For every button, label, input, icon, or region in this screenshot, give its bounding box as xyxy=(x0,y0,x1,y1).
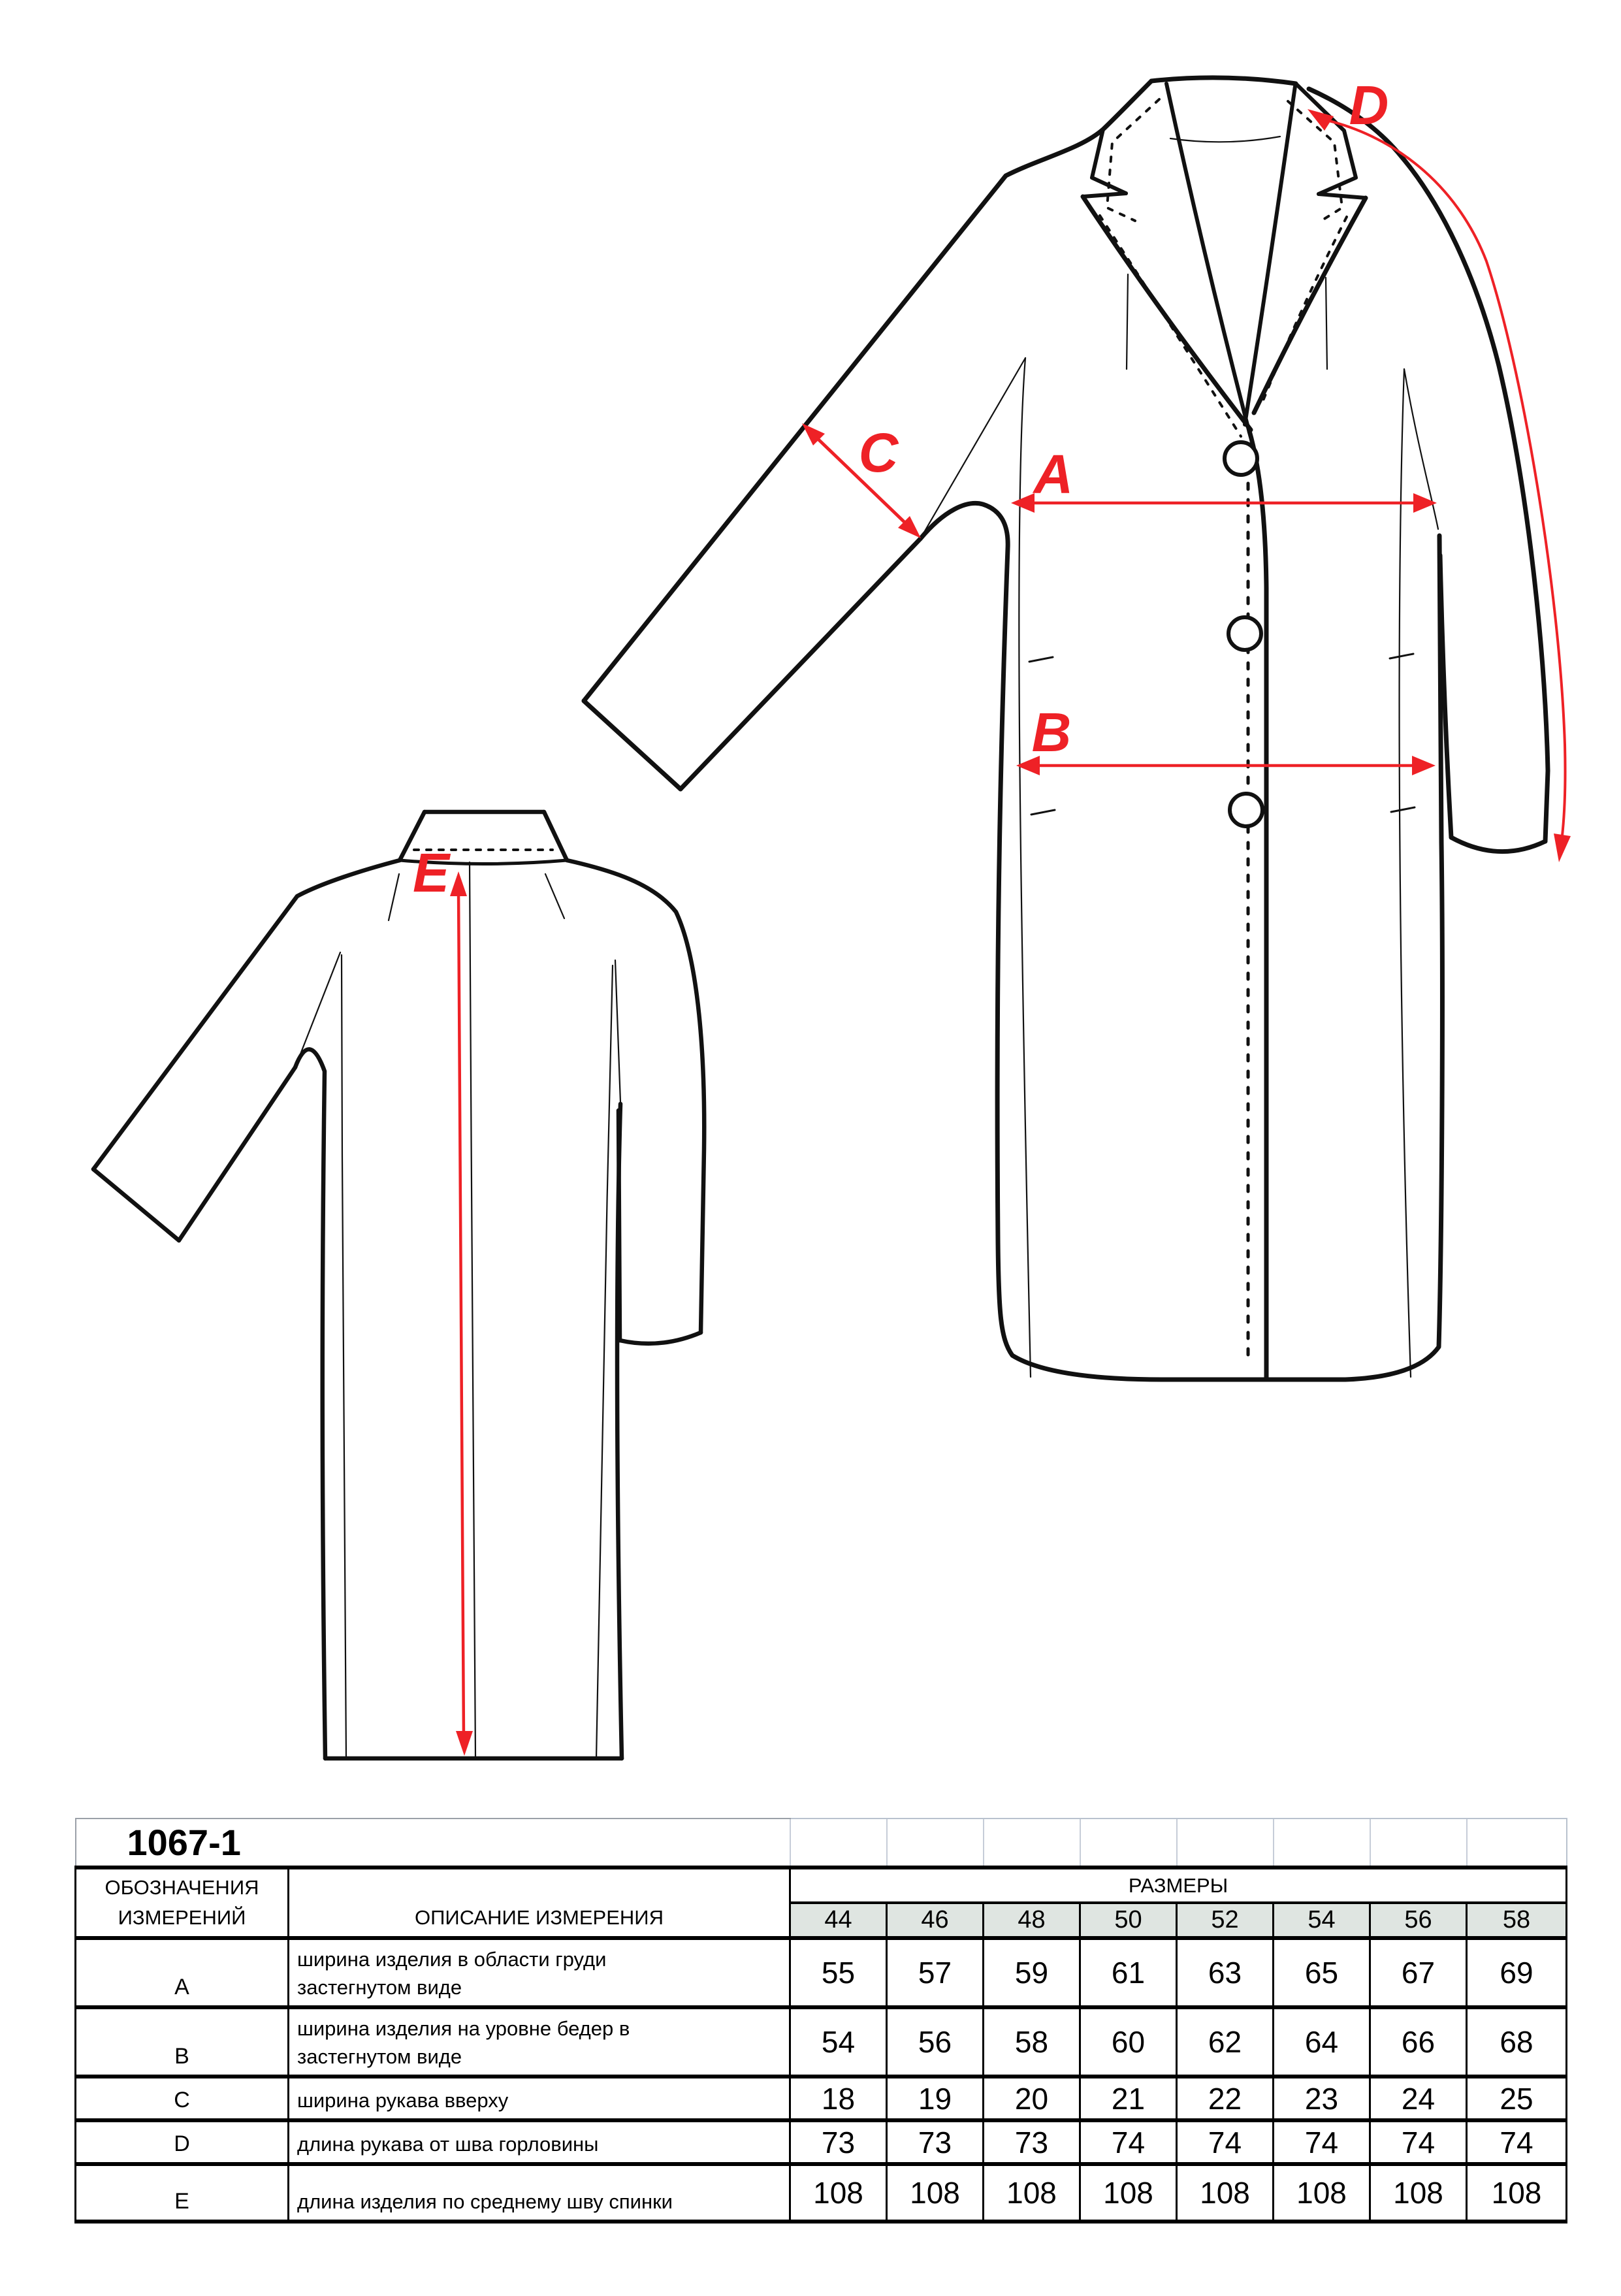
back-neck-dart-right xyxy=(545,874,564,918)
table-row-E: E длина изделия по среднему шву спинки 108 108 108 108 108 108 108 108 xyxy=(76,2164,1567,2222)
front-lapel-right-edge xyxy=(1254,198,1366,413)
row-description xyxy=(289,1938,790,2007)
row-letter: A xyxy=(76,1938,289,2007)
description-line: застегнутом виде xyxy=(297,2045,462,2068)
arrowhead-E-bottom xyxy=(456,1731,473,1756)
measure-line-E xyxy=(458,888,464,1739)
front-lapel-left-top xyxy=(1083,193,1126,197)
size-col-46: 46 xyxy=(887,1903,984,1938)
stitch-lapel-left xyxy=(1100,216,1241,436)
value-cell: 55 xyxy=(790,1938,887,2007)
arrowhead-D-top xyxy=(1308,109,1334,131)
table-row-D: D длина рукава от шва горловины 73 73 73 74 74 74 74 74 xyxy=(76,2120,1567,2164)
row-description xyxy=(289,2007,790,2077)
size-table xyxy=(74,1818,1566,2223)
back-princess-seam-right xyxy=(596,965,613,1758)
back-right-shoulder-sleeve xyxy=(567,860,704,1333)
description-line: длина рукава от шва горловины xyxy=(297,2133,599,2156)
label-C: C xyxy=(858,422,899,483)
size-col-52: 52 xyxy=(1177,1903,1274,1938)
back-left-shoulder-sleeve xyxy=(93,860,400,1169)
front-armhole-seam-left xyxy=(920,358,1025,539)
row-letter: E xyxy=(76,2164,289,2222)
front-back-neck-seam xyxy=(1170,137,1280,142)
description-line: ширина рукава вверху xyxy=(297,2089,509,2112)
back-armhole-seam-left xyxy=(295,952,340,1067)
label-B: B xyxy=(1031,702,1072,763)
measurement-table xyxy=(74,1818,1567,2223)
label-E: E xyxy=(412,842,450,903)
back-princess-seam-left xyxy=(342,955,346,1758)
back-neck-dart-left xyxy=(389,874,399,920)
sizes-header: РАЗМЕРЫ xyxy=(790,1868,1567,1903)
arrowhead-D-bottom xyxy=(1554,833,1571,862)
back-view-coat xyxy=(93,812,704,1758)
size-col-58: 58 xyxy=(1467,1903,1567,1938)
back-left-cuff xyxy=(93,1169,179,1240)
row-letter: D xyxy=(76,2120,289,2164)
back-collar-right xyxy=(544,812,567,860)
front-body-outline xyxy=(920,503,1442,1380)
front-left-cuff xyxy=(584,701,681,789)
measurement-labels xyxy=(413,74,1388,903)
size-col-44: 44 xyxy=(790,1903,887,1938)
front-right-sleeve-outer xyxy=(1309,89,1548,841)
header-row xyxy=(76,1868,1567,1903)
front-right-cuff xyxy=(1451,837,1545,852)
front-neck-dart-right xyxy=(1326,278,1327,369)
designations-header-line1: ОБОЗНАЧЕНИЯ xyxy=(104,1876,259,1900)
pocket-tick-left-lower xyxy=(1031,810,1055,815)
pocket-tick-left-upper xyxy=(1029,657,1053,662)
back-left-sleeve-underside xyxy=(179,1067,295,1240)
description-line: длина изделия по среднему шву спинки xyxy=(297,2190,673,2213)
table-row-C: C ширина рукава вверху 18 19 20 21 22 23 24 25 xyxy=(76,2077,1567,2120)
front-collar-right xyxy=(1296,84,1356,194)
front-roll-line-left xyxy=(1166,84,1249,432)
row-letter: B xyxy=(76,2007,289,2077)
button-middle xyxy=(1228,617,1261,650)
designations-header xyxy=(76,1868,289,1938)
designations-header-line2: ИЗМЕРЕНИЙ xyxy=(118,1905,246,1929)
front-edge xyxy=(1249,431,1266,1378)
front-princess-seam-left xyxy=(1019,358,1031,1377)
description-line: ширина изделия в области груди xyxy=(297,1948,607,1971)
arrowhead-A-left xyxy=(1011,493,1035,513)
button-top xyxy=(1225,442,1257,475)
row-description xyxy=(289,2164,790,2222)
arrowhead-E-top xyxy=(450,871,467,896)
size-col-48: 48 xyxy=(984,1903,1080,1938)
front-princess-seam-right xyxy=(1400,369,1411,1377)
back-armhole-seam-right xyxy=(615,960,620,1103)
arrowhead-B-right xyxy=(1412,756,1436,775)
description-line: застегнутом виде xyxy=(297,1976,462,1999)
pocket-tick-right-upper xyxy=(1390,654,1413,658)
description-header: ОПИСАНИЕ ИЗМЕРЕНИЯ xyxy=(289,1868,790,1938)
back-right-sleeve-inner xyxy=(618,1110,620,1340)
front-left-sleeve-underside xyxy=(681,539,920,789)
row-description xyxy=(289,2077,790,2120)
row-description xyxy=(289,2120,790,2164)
model-row xyxy=(76,1819,1567,1868)
front-left-shoulder-sleeve xyxy=(584,81,1151,701)
row-letter: C xyxy=(76,2077,289,2120)
front-lapel-left-edge xyxy=(1083,197,1251,430)
label-A: A xyxy=(1033,444,1074,505)
front-collar-top xyxy=(1151,78,1296,84)
table-row-A: A ширина изделия в области груди застегнутом виде 55 57 59 61 63 65 67 69 xyxy=(76,1938,1567,2007)
size-col-56: 56 xyxy=(1370,1903,1467,1938)
label-D: D xyxy=(1349,74,1389,136)
back-right-cuff xyxy=(620,1333,701,1344)
description-line: ширина изделия на уровне бедер в xyxy=(297,2017,630,2040)
back-center-seam xyxy=(470,862,475,1758)
size-col-54: 54 xyxy=(1274,1903,1370,1938)
front-neck-dart-left xyxy=(1127,274,1128,369)
front-roll-line-right xyxy=(1245,86,1295,425)
table-row-B: B ширина изделия на уровне бедер в застегнутом виде 54 56 58 60 62 64 66 68 xyxy=(76,2007,1567,2077)
model-number: 1067-1 xyxy=(76,1819,790,1868)
empty-cell xyxy=(790,1819,887,1868)
back-left-side xyxy=(295,1049,325,1758)
pocket-tick-right-lower xyxy=(1391,807,1415,812)
button-bottom xyxy=(1230,794,1262,826)
size-col-50: 50 xyxy=(1080,1903,1177,1938)
